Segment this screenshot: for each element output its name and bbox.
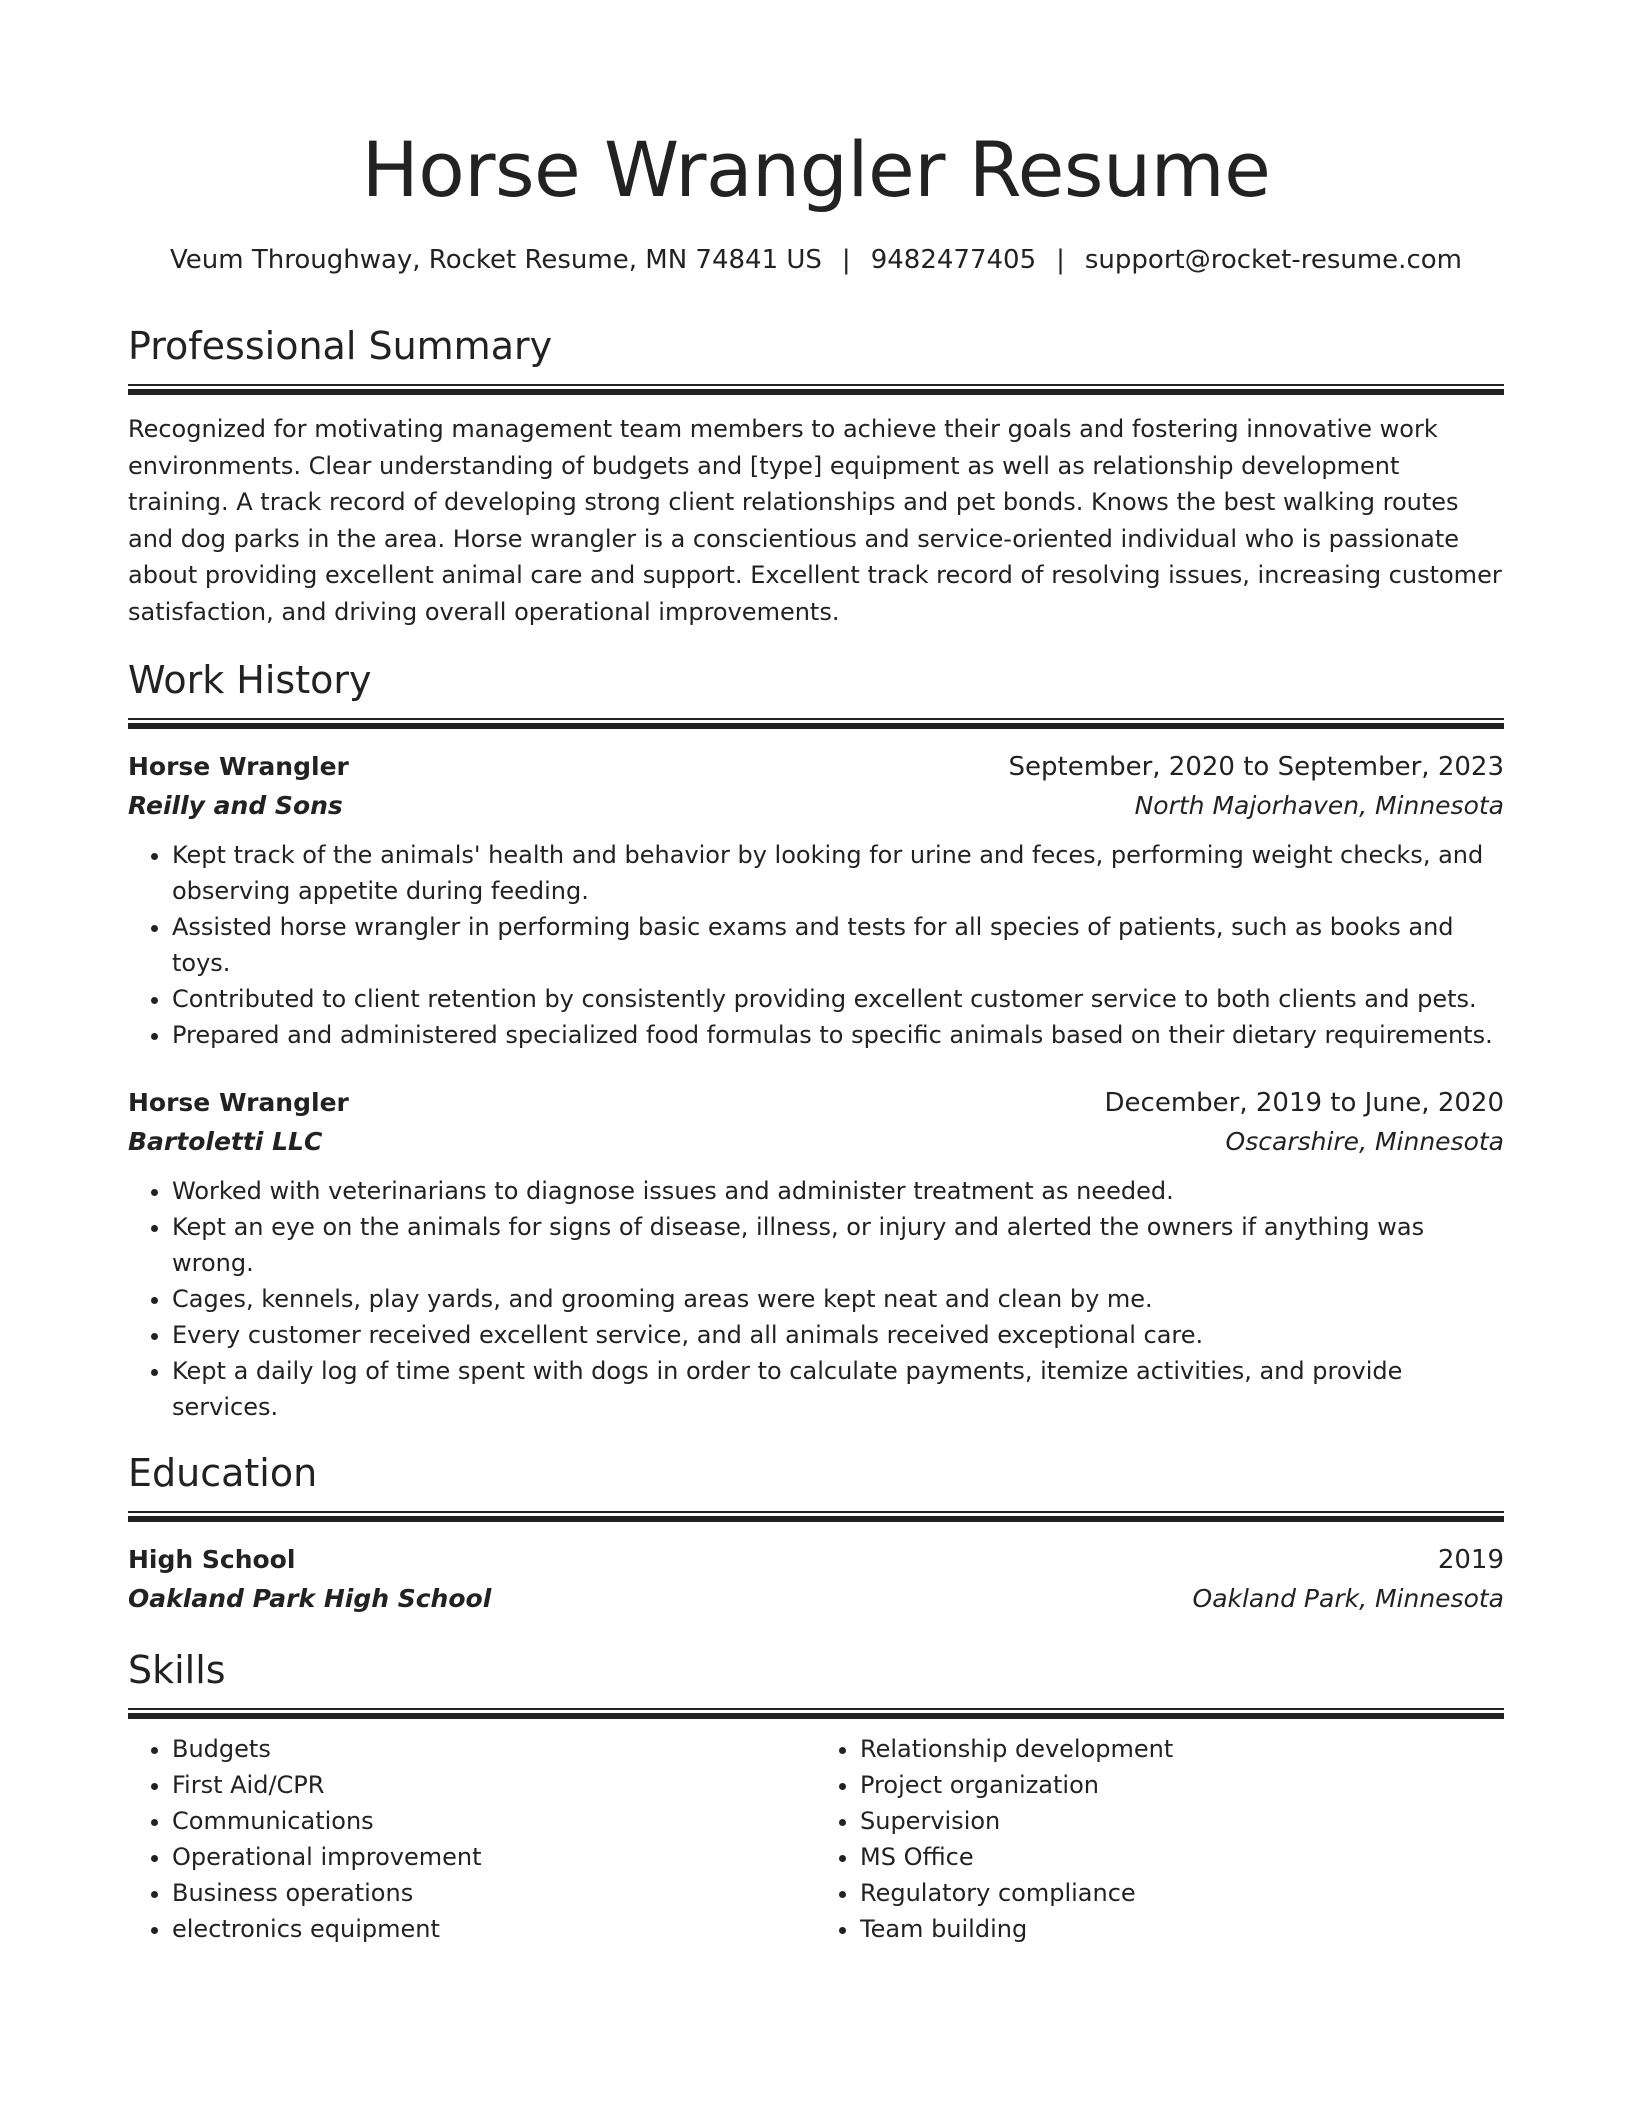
job-company-row bbox=[128, 1123, 1504, 1161]
job-entry bbox=[128, 1083, 1504, 1425]
list-item: • Kept a daily log of time spent with dogs in order to calculate payments, itemize activities, and provide services. bbox=[172, 1353, 1504, 1425]
education-section bbox=[128, 1447, 1504, 1618]
job-entry bbox=[128, 747, 1504, 1053]
section-title-education: Education bbox=[128, 1451, 318, 1495]
section-title-skills: Skills bbox=[128, 1648, 226, 1692]
skills-list-right bbox=[816, 1731, 1504, 1947]
skill-item: • Relationship development bbox=[860, 1731, 1504, 1767]
section-title-summary: Professional Summary bbox=[128, 324, 553, 368]
contact-line bbox=[128, 242, 1504, 278]
skill-item: • Supervision bbox=[860, 1803, 1504, 1839]
skill-item: • Communications bbox=[172, 1803, 816, 1839]
skill-item: • Project organization bbox=[860, 1767, 1504, 1803]
education-school: Oakland Park High School bbox=[128, 1584, 492, 1613]
resume-title: Horse Wrangler Resume bbox=[361, 125, 1271, 214]
education-degree: High School bbox=[128, 1545, 296, 1574]
skills-columns bbox=[128, 1731, 1504, 1947]
education-entry bbox=[128, 1540, 1504, 1618]
list-item: • Prepared and administered specialized food formulas to specific animals based on their dietary requirements. bbox=[172, 1017, 1504, 1053]
job-title: Horse Wrangler bbox=[128, 752, 349, 781]
education-location: Oakland Park, Minnesota bbox=[1192, 1584, 1504, 1613]
contact-address: Veum Throughway, Rocket Resume, MN 74841 US bbox=[170, 245, 822, 275]
job-header-row bbox=[128, 1083, 1504, 1123]
list-item: • Kept an eye on the animals for signs of disease, illness, or injury and alerted the owners if anything was wrong. bbox=[172, 1209, 1504, 1281]
skills-section bbox=[128, 1644, 1504, 1947]
job-header-row bbox=[128, 747, 1504, 787]
section-divider bbox=[128, 384, 1504, 395]
job-bullets bbox=[128, 837, 1504, 1053]
contact-email: support@rocket-resume.com bbox=[1084, 245, 1462, 275]
list-item: • Assisted horse wrangler in performing basic exams and tests for all species of patients, such as books and toys. bbox=[172, 909, 1504, 981]
skill-item: • Business operations bbox=[172, 1875, 816, 1911]
job-company: Reilly and Sons bbox=[128, 791, 343, 820]
skill-item: • MS Office bbox=[860, 1839, 1504, 1875]
job-location: North Majorhaven, Minnesota bbox=[1134, 791, 1504, 820]
summary-section bbox=[128, 320, 1504, 630]
section-title-work-history: Work History bbox=[128, 658, 372, 702]
education-header-row bbox=[128, 1540, 1504, 1580]
contact-separator: | bbox=[1056, 245, 1065, 275]
skill-item: • Operational improvement bbox=[172, 1839, 816, 1875]
job-dates: September, 2020 to September, 2023 bbox=[1008, 752, 1504, 782]
skill-item: • electronics equipment bbox=[172, 1911, 816, 1947]
job-location: Oscarshire, Minnesota bbox=[1225, 1127, 1504, 1156]
skill-item: • Team building bbox=[860, 1911, 1504, 1947]
skill-item: • Budgets bbox=[172, 1731, 816, 1767]
section-divider bbox=[128, 718, 1504, 729]
section-divider bbox=[128, 1511, 1504, 1522]
education-school-row bbox=[128, 1580, 1504, 1618]
education-year: 2019 bbox=[1437, 1545, 1504, 1575]
job-company-row bbox=[128, 787, 1504, 825]
contact-separator: | bbox=[841, 245, 851, 275]
skill-item: • Regulatory compliance bbox=[860, 1875, 1504, 1911]
job-dates: December, 2019 to June, 2020 bbox=[1104, 1088, 1504, 1118]
list-item: • Every customer received excellent service, and all animals received exceptional care. bbox=[172, 1317, 1504, 1353]
job-title: Horse Wrangler bbox=[128, 1088, 349, 1117]
list-item: • Worked with veterinarians to diagnose issues and administer treatment as needed. bbox=[172, 1173, 1504, 1209]
work-history-section bbox=[128, 654, 1504, 1425]
list-item: • Contributed to client retention by consistently providing excellent customer service to both clients and pets. bbox=[172, 981, 1504, 1017]
summary-text: Recognized for motivating management team members to achieve their goals and fostering innovative work environments. Clear understanding of budgets and [type] equipment as well as relationship development training. A track record of developing strong client relationships and pet bonds. Knows the best walking routes and dog parks in the area. Horse wrangler is a conscientious and service-oriented individual who is passionate about providing excellent animal care and support. Excellent track record of resolving issues, increasing customer satisfaction, and driving overall operational improvements. bbox=[128, 415, 1502, 626]
job-company: Bartoletti LLC bbox=[128, 1127, 323, 1156]
skills-list-left bbox=[128, 1731, 816, 1947]
contact-phone: 9482477405 bbox=[870, 245, 1037, 275]
job-bullets bbox=[128, 1173, 1504, 1425]
section-divider bbox=[128, 1708, 1504, 1719]
skill-item: • First Aid/CPR bbox=[172, 1767, 816, 1803]
list-item: • Kept track of the animals' health and behavior by looking for urine and feces, performing weight checks, and observing appetite during feeding. bbox=[172, 837, 1504, 909]
list-item: • Cages, kennels, play yards, and grooming areas were kept neat and clean by me. bbox=[172, 1281, 1504, 1317]
